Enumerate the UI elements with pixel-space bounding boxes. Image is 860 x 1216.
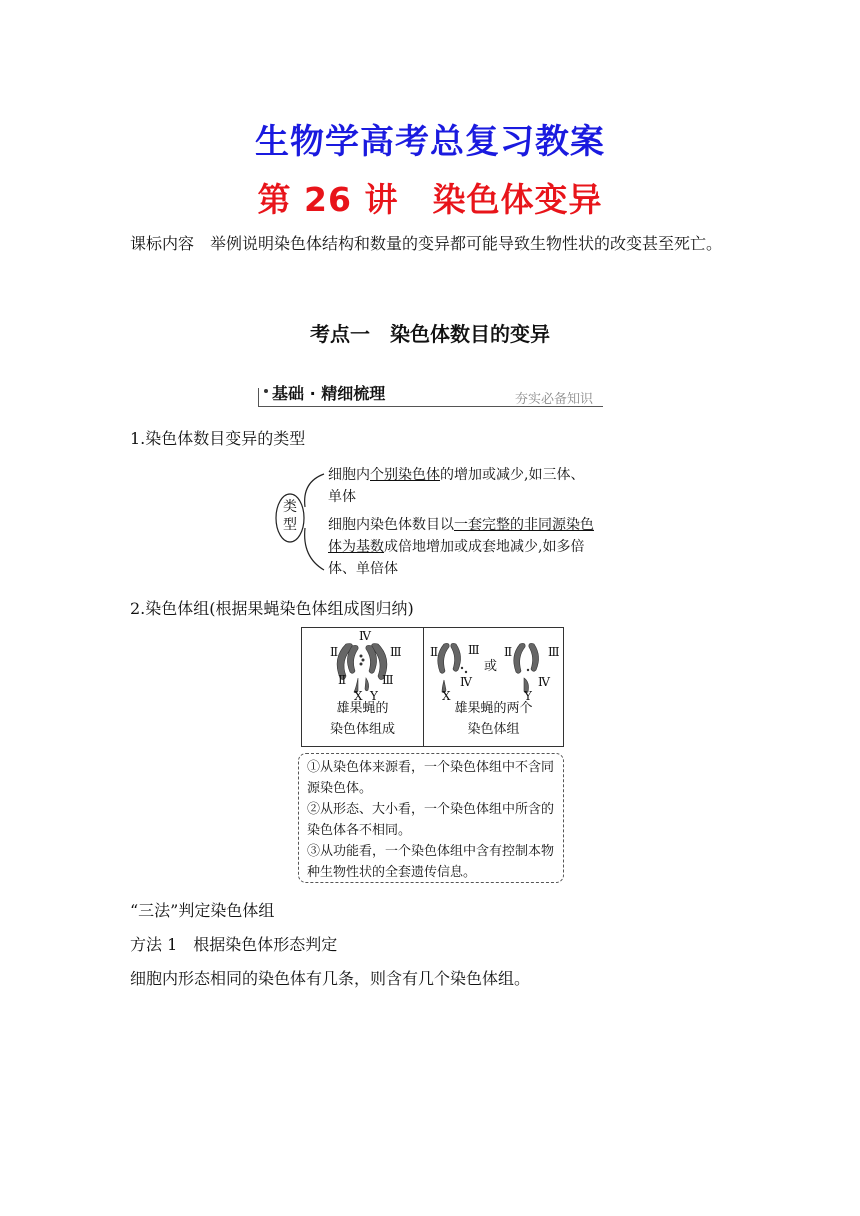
- label-III-c: Ⅲ: [468, 643, 480, 657]
- chromosome-sets-panel: [424, 628, 563, 746]
- label-IV: Ⅳ: [359, 629, 371, 643]
- label-Y: Y: [370, 689, 378, 702]
- label-II-d: Ⅱ: [504, 645, 513, 659]
- type-diagram: [272, 462, 602, 582]
- method1-text: 细胞内形态相同的染色体有几条，则含有几个染色体组。: [130, 969, 531, 988]
- right-caption: 雄果蝇的两个 染色体组: [454, 701, 533, 737]
- item1-heading: 1.染色体数目变异的类型: [130, 429, 306, 448]
- chromosome-sets-icon: [424, 628, 563, 702]
- label-III-d: Ⅲ: [548, 645, 560, 659]
- male-karyotype-panel: [302, 628, 424, 746]
- type-individual: 细胞内个别染色体的增加或减少,如三体、单体: [328, 467, 585, 505]
- type-set: 细胞内染色体数目以一套完整的非同源染色体为基数成倍地增加或成套地减少,如多倍体、单倍体: [328, 517, 594, 577]
- lesson-title: 第 26 讲 染色体变异: [257, 180, 603, 219]
- label-X-b: X: [442, 689, 451, 702]
- label-IV-b: Ⅳ: [460, 675, 472, 689]
- bracket-icon: [272, 462, 332, 582]
- label-II-a: Ⅱ: [330, 645, 339, 659]
- chromosome-figure: [301, 627, 564, 747]
- note-3: ③从功能看，一个染色体组中含有控制本物种生物性状的全套遗传信息。: [307, 844, 555, 880]
- label-X: X: [354, 689, 363, 702]
- method1-title: 方法 1 根据染色体形态判定: [130, 935, 338, 954]
- curriculum-standard: 课标内容 举例说明染色体结构和数量的变异都可能导致生物性状的改变甚至死亡。: [130, 234, 723, 253]
- chromosome-karyotype-icon: [302, 628, 423, 702]
- chromosome-set-notes: [298, 753, 564, 883]
- label-II-b: Ⅱ: [338, 673, 347, 687]
- label-III-a: Ⅲ: [390, 645, 402, 659]
- label-II-c: Ⅱ: [430, 645, 439, 659]
- left-caption: 雄果蝇的 染色体组成: [329, 701, 395, 737]
- methods-heading: “三法”判定染色体组: [130, 901, 275, 920]
- section-heading: 考点一 染色体数目的变异: [310, 322, 550, 346]
- banner-dot-icon: [264, 389, 268, 393]
- label-III-b: Ⅲ: [382, 673, 394, 687]
- item2-heading: 2.染色体组(根据果蝇染色体组成图归纳): [130, 599, 414, 618]
- label-Y-b: Y: [524, 689, 532, 702]
- label-IV-c: Ⅳ: [538, 675, 550, 689]
- section-banner: [258, 380, 603, 410]
- note-1: ①从染色体来源看，一个染色体组中不含同源染色体。: [307, 760, 555, 796]
- banner-side-label: 夯实必备知识: [514, 392, 593, 407]
- banner-main-label: 基础 · 精细梳理: [272, 384, 386, 403]
- document-title: 生物学高考总复习教案: [255, 122, 605, 162]
- note-2: ②从形态、大小看，一个染色体组中所含的染色体各不相同。: [307, 802, 555, 838]
- bracket-label: 类型: [283, 499, 297, 533]
- or-label: 或: [484, 659, 498, 674]
